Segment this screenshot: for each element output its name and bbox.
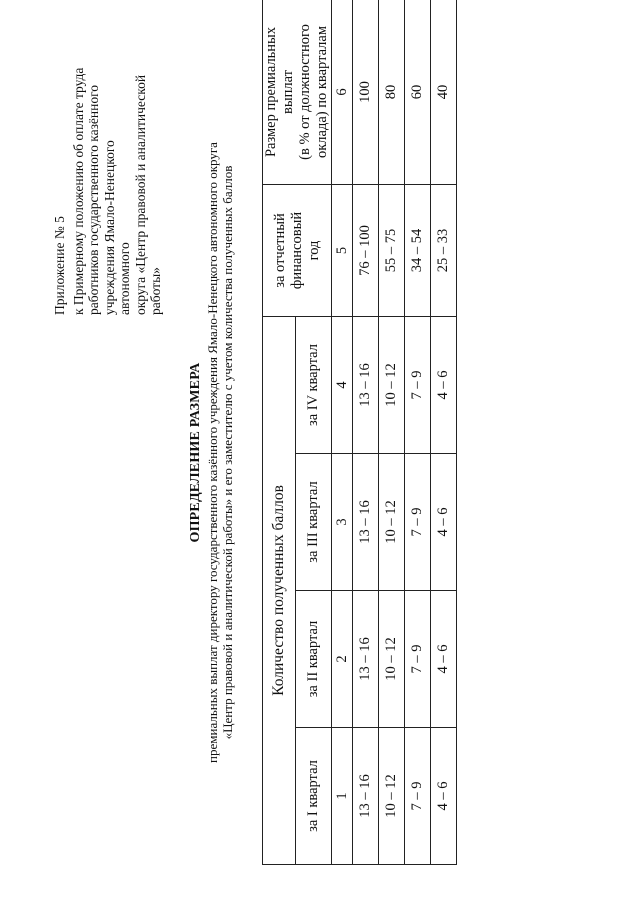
document-title: ОПРЕДЕЛЕНИЕ РАЗМЕРА xyxy=(188,362,203,543)
appendix-line: округа «Центр правовой и аналитической xyxy=(132,74,148,315)
document-subtitle xyxy=(206,100,235,805)
bonus-header-line: Размер премиальных xyxy=(263,26,279,158)
appendix-line: работы» xyxy=(148,267,163,315)
appendix-number: Приложение № 5 xyxy=(52,216,67,315)
bonus-header-line: (в % от должностного xyxy=(297,24,313,160)
bonus-header-line: оклада) по кварталам xyxy=(314,25,330,158)
table-cell: 4 – 6 xyxy=(431,454,457,591)
subtitle-line: премиальных выплат директору государственного казённого учреждения Ямало-Ненецкого автономного округа xyxy=(205,142,220,763)
appendix-line: работников государственного казённого xyxy=(86,84,101,315)
table-row xyxy=(405,0,431,865)
table-cell: 34 – 54 xyxy=(405,184,431,316)
q2-header: за II квартал xyxy=(296,591,332,728)
points-group-header: Количество полученных баллов xyxy=(263,316,296,864)
table-cell: 10 – 12 xyxy=(379,454,405,591)
annual-header-line: финансовый xyxy=(288,211,305,290)
table-cell: 7 – 9 xyxy=(405,316,431,453)
table-cell: 13 – 16 xyxy=(353,591,379,728)
table-cell: 10 – 12 xyxy=(379,316,405,453)
table-cell: 10 – 12 xyxy=(379,591,405,728)
table-cell: 76 – 100 xyxy=(353,184,379,316)
q3-header: за III квартал xyxy=(296,454,332,591)
q1-header: за I квартал xyxy=(296,728,332,865)
column-number: 1 xyxy=(332,728,353,865)
table-cell: 4 – 6 xyxy=(431,728,457,865)
table-row xyxy=(353,0,379,865)
bonus-table xyxy=(262,0,457,865)
appendix-line: учреждения Ямало-Ненецкого автономного xyxy=(101,140,132,315)
appendix-note xyxy=(52,65,164,315)
table-cell: 13 – 16 xyxy=(353,728,379,865)
bonus-table-container xyxy=(262,0,457,865)
table-cell: 7 – 9 xyxy=(405,728,431,865)
table-cell: 4 – 6 xyxy=(431,316,457,453)
q4-header: за IV квартал xyxy=(296,316,332,453)
table-cell: 4 – 6 xyxy=(431,591,457,728)
table-cell: 13 – 16 xyxy=(353,316,379,453)
table-cell: 25 – 33 xyxy=(431,184,457,316)
table-cell: 80 xyxy=(379,0,405,184)
table-row xyxy=(431,0,457,865)
subtitle-line: «Центр правовой и аналитической работы» и его заместителю с учетом количества полученных баллов xyxy=(219,165,235,740)
table-cell: 7 – 9 xyxy=(405,591,431,728)
column-number: 6 xyxy=(332,0,353,184)
table-cell: 40 xyxy=(431,0,457,184)
table-cell: 13 – 16 xyxy=(353,454,379,591)
column-number: 2 xyxy=(332,591,353,728)
annual-header-line: за отчетный xyxy=(271,213,288,288)
annual-header xyxy=(263,184,332,316)
column-number: 5 xyxy=(332,184,353,316)
bonus-header xyxy=(263,0,332,184)
bonus-header-line: выплат xyxy=(280,70,296,114)
table-cell: 55 – 75 xyxy=(379,184,405,316)
appendix-line: к Примерному положению об оплате труда xyxy=(70,67,86,315)
table-cell: 7 – 9 xyxy=(405,454,431,591)
column-number: 3 xyxy=(332,454,353,591)
table-row xyxy=(379,0,405,865)
table-cell: 100 xyxy=(353,0,379,184)
table-cell: 60 xyxy=(405,0,431,184)
table-cell: 10 – 12 xyxy=(379,728,405,865)
column-number: 4 xyxy=(332,316,353,453)
annual-header-line: год xyxy=(305,240,322,261)
column-number-row xyxy=(332,0,353,865)
